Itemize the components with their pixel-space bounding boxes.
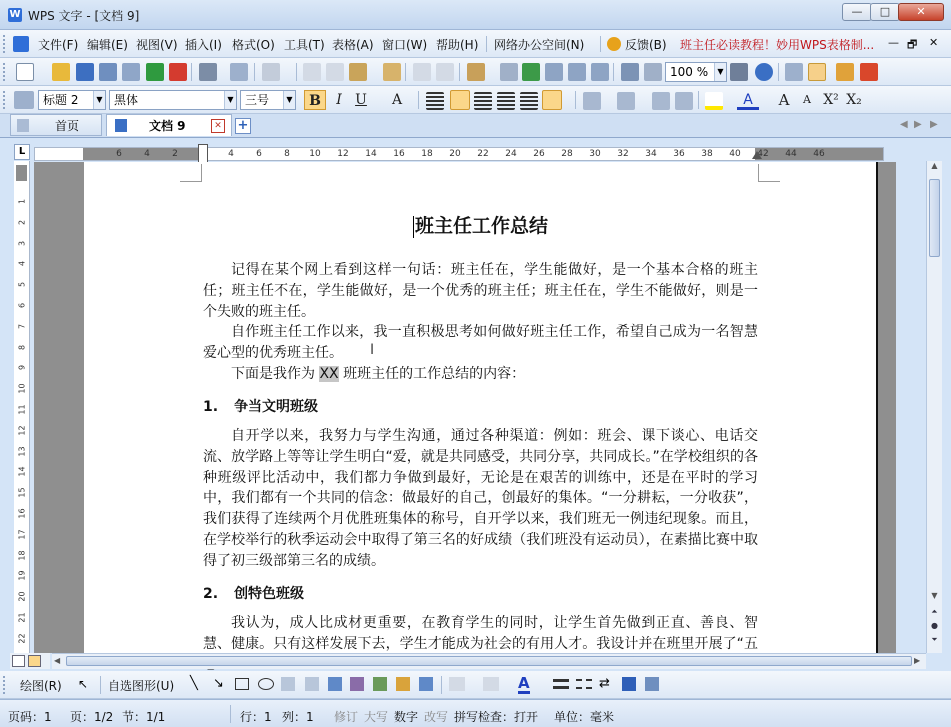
vertical-ruler-tick-label: 16 [17,508,27,519]
status-overwrite[interactable]: 改写 [424,710,449,724]
online-resource-icon[interactable] [860,63,878,81]
vertical-ruler-tick-label: 1 [17,198,27,205]
status-bar [0,699,951,727]
separator [600,36,601,52]
vertical-ruler-tick-label: 17 [17,529,27,540]
align-center-icon[interactable] [450,90,470,110]
shrink-font-button[interactable]: A [803,93,811,106]
font-color-icon[interactable]: A [518,674,530,692]
draw-menu[interactable]: 绘图(R) [20,679,62,693]
wps-app-icon[interactable]: W [9,9,21,20]
separator [191,63,192,81]
separator [296,63,297,81]
heading-1[interactable] [203,396,318,416]
underline-button[interactable]: U [355,92,367,108]
menu-edit[interactable]: 编辑(E) [87,38,128,52]
margin-corner-right [758,164,780,182]
browse-object-icon[interactable]: ● [931,621,938,630]
normal-view-icon[interactable] [12,655,25,667]
bullets-icon[interactable] [617,92,635,110]
vertical-ruler-tick-label: 6 [17,302,27,309]
select-pointer-icon[interactable]: ↖ [78,677,89,691]
vertical-ruler-tick-label: 8 [17,344,27,350]
wordart-icon[interactable] [328,677,342,691]
italic-button[interactable]: I [336,92,342,108]
ruler-tick-label: 40 [729,149,741,159]
ruler-tick-label: 44 [785,149,797,159]
distribute-icon[interactable] [520,92,538,110]
scroll-up-icon[interactable]: ▲ [931,161,938,170]
ruler-tick-label: 24 [505,149,517,159]
style-select[interactable] [38,90,106,110]
font-size-select[interactable] [240,90,296,110]
align-left-icon[interactable] [426,92,444,110]
heading-text: 争当文明班级 [234,399,319,415]
ruler-tick-label: 20 [449,149,461,159]
promo-link[interactable]: 班主任必读教程！妙用WPS表格制... [680,38,875,52]
right-indent-marker[interactable] [752,151,762,159]
vertical-ruler-tick-label: 19 [17,570,27,581]
font-color-icon[interactable]: A [737,90,759,110]
document-page[interactable] [84,162,878,653]
textbox-icon[interactable] [281,677,295,691]
menu-tools[interactable]: 工具(T) [284,38,325,52]
ruler-tick-label: 8 [284,149,290,159]
separator [441,676,442,694]
shape-effect-icon[interactable] [419,677,433,691]
scroll-down-icon[interactable]: ▼ [931,591,938,600]
scroll-right-icon[interactable]: ▶ [914,656,921,665]
document-title-text: 班主任工作总结 [414,215,548,237]
window-title: WPS 文字 - [文档 9] [28,9,140,23]
line-spacing-icon[interactable] [542,90,562,110]
feedback-icon [607,37,621,51]
menu-insert[interactable]: 插入(I) [185,38,222,52]
fill-color-icon[interactable] [449,677,465,691]
task-pane-icon[interactable] [785,63,803,81]
3d-icon[interactable] [645,677,659,691]
print-preview-icon[interactable] [230,63,248,81]
vertical-ruler-tick-label: 2 [17,219,27,225]
heading-2[interactable] [203,583,304,603]
format-toolbar [0,86,951,114]
next-page-icon[interactable]: ⏷ [931,635,938,644]
text-direction-icon[interactable] [591,63,609,81]
title-bar [0,0,951,30]
ruler-tick-label: 16 [393,149,405,159]
ruler-tick-label: 42 [757,149,769,159]
help-icon[interactable] [755,63,773,81]
menu-table[interactable]: 表格(A) [332,38,374,52]
insert-picture-icon[interactable] [373,677,387,691]
close-button[interactable]: ✕ [898,3,944,21]
status-page-number: 页码：1 [8,710,52,724]
status-spellcheck[interactable]: 拼写检查：打开 [454,710,539,724]
ruler-tick-label: 32 [617,149,629,159]
template-icon[interactable] [836,63,854,81]
ruler-tick-label: 46 [813,149,825,159]
vertical-ruler-tick-label: 20 [17,591,27,602]
h-scroll-thumb[interactable] [66,656,912,666]
line-color-icon[interactable] [483,677,499,691]
paragraph[interactable] [203,364,758,385]
margin-corner-left [180,164,202,182]
vertical-ruler-tick-label: 22 [17,633,27,644]
new-tab-button[interactable]: + [235,118,251,134]
subscript-button[interactable]: X₂ [846,92,862,108]
save-all-icon[interactable] [99,63,117,81]
minimize-button[interactable]: — [842,3,872,21]
increase-indent-icon[interactable] [675,92,693,110]
menu-network-office[interactable]: 网络办公空间(N) [494,38,585,52]
ruler-tick-label: 18 [421,149,433,159]
text-cursor [413,216,414,238]
menu-view[interactable]: 视图(V) [136,38,178,52]
status-section: 节：1/1 [122,710,166,724]
undo-icon[interactable] [413,63,431,81]
highlight-icon[interactable] [705,92,723,110]
separator [459,63,460,81]
close-tab-icon[interactable]: ✕ [211,119,225,133]
vertical-ruler[interactable] [14,161,30,653]
scroll-left-icon[interactable]: ◀ [54,656,61,665]
doc-restore-button[interactable]: 🗗 [907,38,918,51]
toolbar-grip[interactable] [3,676,7,694]
insert-formula-icon[interactable] [500,63,518,81]
vertical-ruler-tick-label: 7 [17,323,27,329]
zoom-select[interactable] [665,62,727,82]
status-page: 页：1/2 [70,710,114,724]
menu-help[interactable]: 帮助(H) [436,38,479,52]
reading-layout-icon[interactable] [808,63,826,81]
separator [698,91,699,109]
chevron-down-icon[interactable]: ▼ [93,91,105,109]
toolbar-grip[interactable] [3,91,7,109]
standard-toolbar [0,58,951,86]
vertical-ruler-tick-label: 13 [17,446,27,457]
status-line: 行：1 [240,710,272,724]
send-mail-icon[interactable] [146,63,164,81]
tab-scroll-left-icon[interactable]: ◀ [900,119,908,130]
menu-file[interactable]: 文件(F) [38,38,79,52]
vertical-ruler-tick-label: 5 [17,282,27,288]
new-document-icon[interactable] [16,63,34,81]
font-select[interactable] [109,90,237,110]
table-grid-icon[interactable] [545,63,563,81]
separator [613,63,614,81]
vertical-ruler-tick-label: 14 [17,466,27,477]
tab-list-icon[interactable]: ▶ [930,119,938,130]
copy-icon[interactable] [326,63,344,81]
vertical-textbox-icon[interactable] [305,677,319,691]
vertical-ruler-tick-label: 3 [17,240,27,246]
separator [575,91,576,109]
decrease-indent-icon[interactable] [652,92,670,110]
insert-table-icon[interactable] [467,63,485,81]
arrow-style-icon[interactable]: ⇄ [599,676,610,691]
paragraph[interactable]: 自开学以来，我努力与学生沟通，通过各种渠道：例如：班会、课下谈心、电话交流、放学路上等等让学生明白“爱，就是共同感受，共同分享，共同成长。”在学校组织的各种班级评比活动中，我们都力争做到最好，无论是在艰苦的训练中，还是在平时的学习中，我们都有一个共同的信念：做最好的自己，创最好的集体。“一分耕耘，一分收获”，我们获得了连续两个月优胜班集体的称号，自开学以来，我们班无一例违纪现象。而且，在学校举行的秋季运动会中取得了第三名的好成绩（我们班没有运动员），在素描比赛中取得了初三级部第三名的成绩。 [203,428,758,569]
vertical-ruler-tick-label: 12 [17,425,27,436]
ruler-tick-label: 6 [256,149,262,159]
doc-minimize-button[interactable]: — [888,36,899,49]
vertical-ruler-tick-label: 21 [17,612,27,623]
ruler-tick-label: 38 [701,149,713,159]
ruler-tick-label: 4 [228,149,234,159]
placeholder-highlight[interactable]: XX [319,366,339,382]
toolbar-grip[interactable] [3,35,7,53]
home-tab-icon [17,119,29,132]
vertical-scrollbar[interactable] [926,161,942,653]
ruler-tick-label: 22 [477,149,489,159]
columns-icon[interactable] [568,63,586,81]
tab-home[interactable] [10,114,102,136]
toolbar-grip[interactable] [3,63,7,81]
insert-chart-icon[interactable] [522,63,540,81]
paste-icon[interactable] [349,63,367,81]
doc-close-button[interactable]: ✕ [929,36,939,49]
tab-scroll-right-icon[interactable]: ▶ [914,119,922,130]
save-icon[interactable] [76,63,94,81]
ruler-tick-label: 2 [172,149,178,159]
cut-icon[interactable] [303,63,321,81]
ruler-tick-label: 10 [309,149,321,159]
paragraph[interactable]: 记得在某个网上看到这样一句话：班主任在，学生能做好，是一个基本合格的班主任；班主任不在，学生能做好，是一个优秀的班主任；班主任在，学生不能做好，则是一个失败的班主任。 [203,262,758,320]
status-unit[interactable]: 单位：毫米 [554,710,615,724]
grow-font-button[interactable]: A [778,91,790,109]
separator [230,705,231,723]
ellipse-icon[interactable] [258,678,274,690]
diagram-icon[interactable] [396,677,410,691]
separator [254,63,255,81]
ruler-tick-label: 6 [116,149,122,159]
tab-document-9[interactable] [106,114,232,136]
char-format-button[interactable]: A [391,92,403,108]
ruler-tick-label: 30 [589,149,601,159]
numbering-icon[interactable] [583,92,601,110]
align-right-icon[interactable] [474,92,492,110]
horizontal-ruler[interactable] [34,147,884,161]
status-column: 列：1 [282,710,314,724]
export-pdf-icon[interactable] [169,63,187,81]
print-icon[interactable] [199,63,217,81]
ruler-tick-label: 36 [673,149,685,159]
vertical-ruler-tick-label: 15 [17,487,27,498]
document-icon[interactable] [13,36,29,52]
separator [418,91,419,109]
redo-icon[interactable] [436,63,454,81]
status-caps[interactable]: 大写 [364,710,389,724]
traditional-chinese-icon[interactable] [262,63,280,81]
top-margin-zone [16,165,27,181]
heading-number: 2. [203,586,219,602]
separator [486,36,487,52]
prev-page-icon[interactable]: ⏶ [931,607,938,616]
document-map-icon[interactable] [621,63,639,81]
status-numlock[interactable]: 数字 [394,710,419,724]
tab-home-label: 首页 [55,119,80,133]
ruler-tick-label: 26 [533,149,545,159]
shadow-icon[interactable] [622,677,636,691]
menu-bar [0,30,951,58]
paragraph-text: 班班主任的工作总结的内容： [338,366,526,382]
vertical-ruler-tick-label: 18 [17,550,27,561]
chevron-down-icon[interactable]: ▼ [283,91,295,109]
vertical-ruler-tick-label: 11 [17,404,27,415]
ruler-tick-label: 34 [645,149,657,159]
font-size-value: 三号 [245,93,270,107]
chevron-down-icon[interactable]: ▼ [714,63,726,81]
permissions-icon[interactable] [122,63,140,81]
vertical-ruler-tick-label: 10 [17,383,27,394]
heading-text: 创特色班级 [234,586,305,602]
tab-stop-selector[interactable]: L [14,144,30,160]
format-painter-icon[interactable] [383,63,401,81]
ruler-tick-label: 28 [561,149,573,159]
clipart-icon[interactable] [350,677,364,691]
menu-format[interactable]: 格式(O) [232,38,275,52]
page-view-icon[interactable] [28,655,41,667]
ruler-tick-label: 4 [144,149,150,159]
document-tab-bar [0,114,951,138]
status-track-changes[interactable]: 修订 [334,710,359,724]
document-title[interactable] [203,211,758,238]
heading-number: 1. [203,399,219,415]
style-value: 标题 2 [43,93,79,107]
separator [778,63,779,81]
maximize-button[interactable]: □ [870,3,900,21]
font-value: 黑体 [114,93,139,107]
zoom-value: 100 % [670,65,709,79]
line-icon[interactable]: ╲ [190,676,198,691]
open-folder-icon[interactable] [52,63,70,81]
menu-window[interactable]: 窗口(W) [382,38,428,52]
separator [100,676,101,694]
bold-button[interactable]: B [304,90,326,110]
paragraph[interactable]: 自作班主任工作以来，我一直积极思考如何做好班主任工作，希望自己成为一名智慧爱心型的优秀班主任。 [203,324,758,361]
vertical-ruler-tick-label: 4 [17,261,27,267]
indent-marker[interactable] [198,144,208,164]
i-beam-cursor-icon: I [370,342,375,358]
arrow-icon[interactable]: ↘ [213,676,224,691]
menu-feedback[interactable]: 反馈(B) [625,38,667,52]
separator [405,63,406,81]
document-tab-icon [115,119,127,132]
show-marks-icon[interactable] [644,63,662,81]
vertical-ruler-tick-label: 9 [17,365,27,371]
scroll-thumb[interactable] [929,179,940,257]
ruler-tick-label: 14 [365,149,377,159]
rectangle-icon[interactable] [235,678,249,690]
paragraph-text: 下面是我作为 [231,366,320,382]
view-mode-switcher [10,653,50,669]
line-style-icon[interactable] [553,679,569,689]
superscript-button[interactable]: X² [823,92,839,108]
styles-icon[interactable] [14,91,34,109]
dash-style-icon[interactable] [576,679,592,689]
document-canvas[interactable] [34,162,896,653]
find-icon[interactable] [730,63,748,81]
tab-document-label: 文档 9 [149,119,186,133]
chevron-down-icon[interactable]: ▼ [224,91,236,109]
justify-icon[interactable] [497,92,515,110]
horizontal-scrollbar[interactable] [52,653,926,669]
drawing-toolbar [0,671,951,699]
autoshapes-menu[interactable]: 自选图形(U) [108,679,175,693]
paragraph[interactable]: 我认为，成人比成材更重要，在教育学生的同时，让学生首先做到正直、善良、智慧、健康。只有这样发展下去，学生才能成为社会的有用人才。我设计并在班里开展了“五 [203,615,758,652]
ruler-tick-label: 12 [337,149,349,159]
